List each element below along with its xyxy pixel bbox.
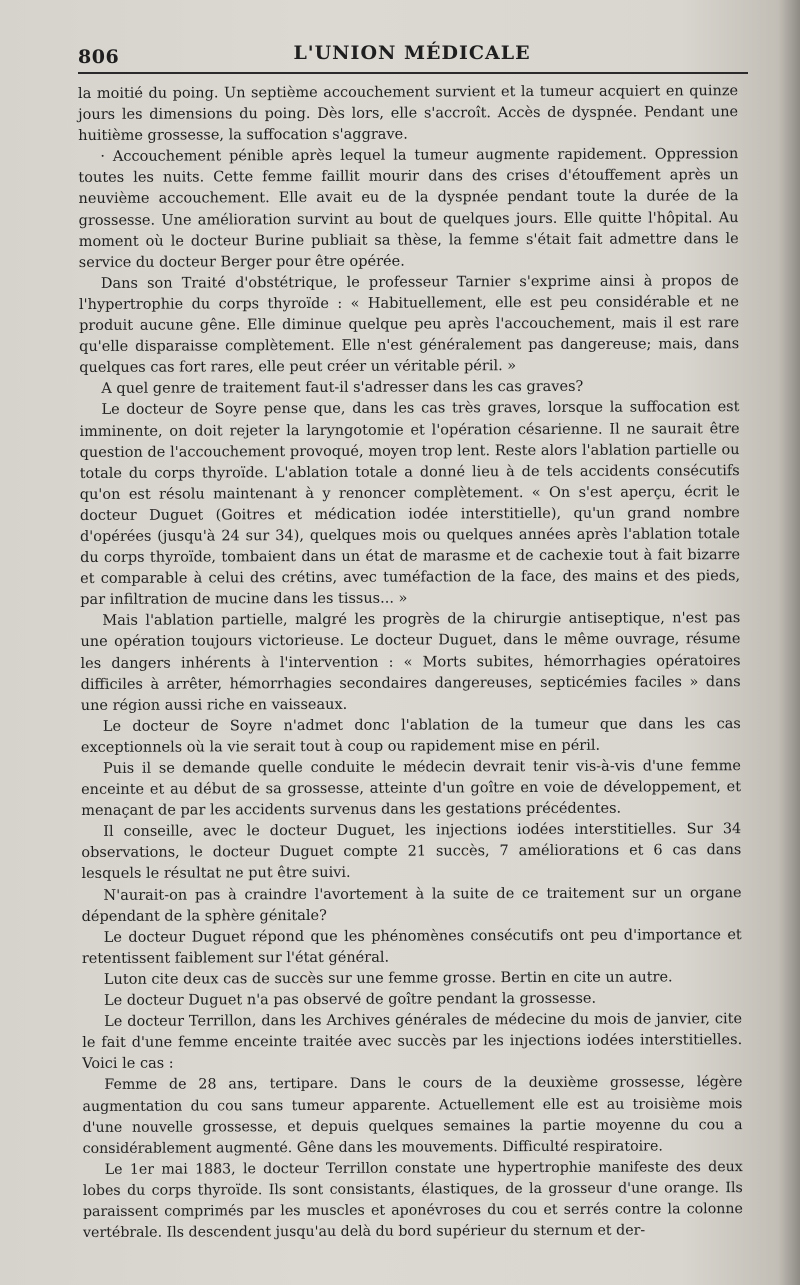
paragraph: Puis il se demande quelle conduite le médecin devrait tenir vis-à-vis d'une femme enceinte et au début de sa grossesse, atteinte d'un goître en voie de développement, et menaçant de par les accidents survenus dans les gestations précédentes.	[81, 758, 742, 820]
paragraph: · Accouchement pénible après lequel la tumeur augmente rapidement. Oppression toutes les nuits. Cette femme faillit mourir dans des crises d'étouffement après un neuvième accouchement. Elle avait eu de la dyspnée pendant toute la durée de la grossesse. Une amélioration survint au bout de quelques jours. Elle quitte l'hôpital. Au moment où le docteur Burine publiait sa thèse, la femme s'était fait admettre dans le service du docteur Berger pour être opérée.	[78, 146, 739, 271]
body-text	[78, 81, 743, 1244]
paragraph: Le docteur Duguet n'a pas observé de goître pendant la grossesse.	[103, 990, 597, 1009]
paragraph: A quel genre de traitement faut-il s'adresser dans les cas graves?	[101, 379, 584, 398]
paragraph: Femme de 28 ans, tertipare. Dans le cours de la deuxième grossesse, légère augmentation du cou sans tumeur apparente. Actuellement elle est au troisième mois d'une nouvelle grossesse, et depuis quelques semaines la partie moyenne du cou a considérablement augmenté. Gêne dans les mouvements. Difficulté respiratoire.	[82, 1074, 743, 1157]
paragraph: Le 1er mai 1883, le docteur Terrillon constate une hypertrophie manifeste des deux lobes du corps thyroïde. Ils sont consistants, élastiques, de la grosseur d'une orange. Ils paraissent comprimés par les muscles et aponévroses du cou et serrés contre la colonne vertébrale. Ils descendent jusqu'au delà du bord supérieur du sternum et der-	[82, 1158, 743, 1242]
page-header	[78, 34, 746, 74]
paragraph: Le docteur Duguet répond que les phénomènes consécutifs ont peu d'importance et retentissent faiblement sur l'état général.	[81, 926, 742, 967]
paragraph: Le docteur de Soyre pense que, dans les cas très graves, lorsque la suffocation est imminente, on doit rejeter la laryngotomie et l'opération césarienne. Il ne saurait être question de l'accouchement provoqué, moyen trop lent. Reste alors l'ablation partielle ou totale du corps thyroïde. L'ablation totale a donné lieu à de tels accidents consécutifs qu'on est résolu maintenant à y renoncer complètement. « On s'est aperçu, écrit le docteur Duguet (Goitres et médication iodée interstitielle), qu'un grand nombre d'opérées (jusqu'à 24 sur 34), quelques mois ou quelques années après l'ablation totale du corps thyroïde, tombaient dans un état de marasme et de cachexie tout à fait bizarre et comparable à celui des crétins, avec tuméfaction de la face, des mains et des pieds, par infiltration de mucine dans les tissus... »	[79, 399, 741, 609]
header-rule	[78, 72, 748, 74]
paragraph: Mais l'ablation partielle, malgré les progrès de la chirurgie antiseptique, n'est pas une opération toujours victorieuse. Le docteur Duguet, dans le même ouvrage, résume les dangers inhérents à l'intervention : « Morts subites, hémorrhagies opératoires difficiles à arrêter, hémorrhagies secondaires dangereuses, septicémies faciles » dans une région aussi riche en vaisseaux.	[80, 610, 741, 714]
paragraph: Le docteur Terrillon, dans les Archives générales de médecine du mois de janvier, cite le fait d'une femme enceinte traitée avec succès par les injections iodées interstitielles. Voici le cas :	[82, 1011, 743, 1073]
paragraph: Le docteur de Soyre n'admet donc l'ablation de la tumeur que dans les cas exceptionnels où la vie serait tout à coup ou rapidement mise en péril.	[80, 715, 741, 756]
paragraph: Luton cite deux cas de succès sur une femme grosse. Bertin en cite un autre.	[103, 969, 673, 988]
paragraph: Il conseille, avec le docteur Duguet, les injections iodées interstitielles. Sur 34 observations, le docteur Duguet compte 21 succès, 7 améliorations et 6 cas dans lesquels le résultat ne put être suivi.	[81, 821, 742, 883]
paragraph: N'aurait-on pas à craindre l'avortement à la suite de ce traitement sur un organe dépendant de la sphère génitale?	[81, 884, 742, 925]
paragraph: la moitié du poing. Un septième accouchement survient et la tumeur acquiert en quinze jours les dimensions du poing. Dès lors, elle s'accroît. Accès de dyspnée. Pendant une huitième grossesse, la suffocation s'aggrave.	[78, 83, 739, 145]
paragraph: Dans son Traité d'obstétrique, le professeur Tarnier s'exprime ainsi à propos de l'hypertrophie du corps thyroïde : « Habituellement, elle est peu considérable et ne produit aucune gêne. Elle diminue quelque peu après l'accouchement, mais il est rare qu'elle disparaisse complètement. Elle n'est généralement pas dangereuse; mais, dans quelques cas fort rares, elle peut créer un véritable péril. »	[78, 272, 740, 377]
running-title: L'UNION MÉDICALE	[293, 42, 531, 64]
page-edge-shadow	[778, 0, 800, 1285]
page-number: 806	[78, 46, 120, 68]
